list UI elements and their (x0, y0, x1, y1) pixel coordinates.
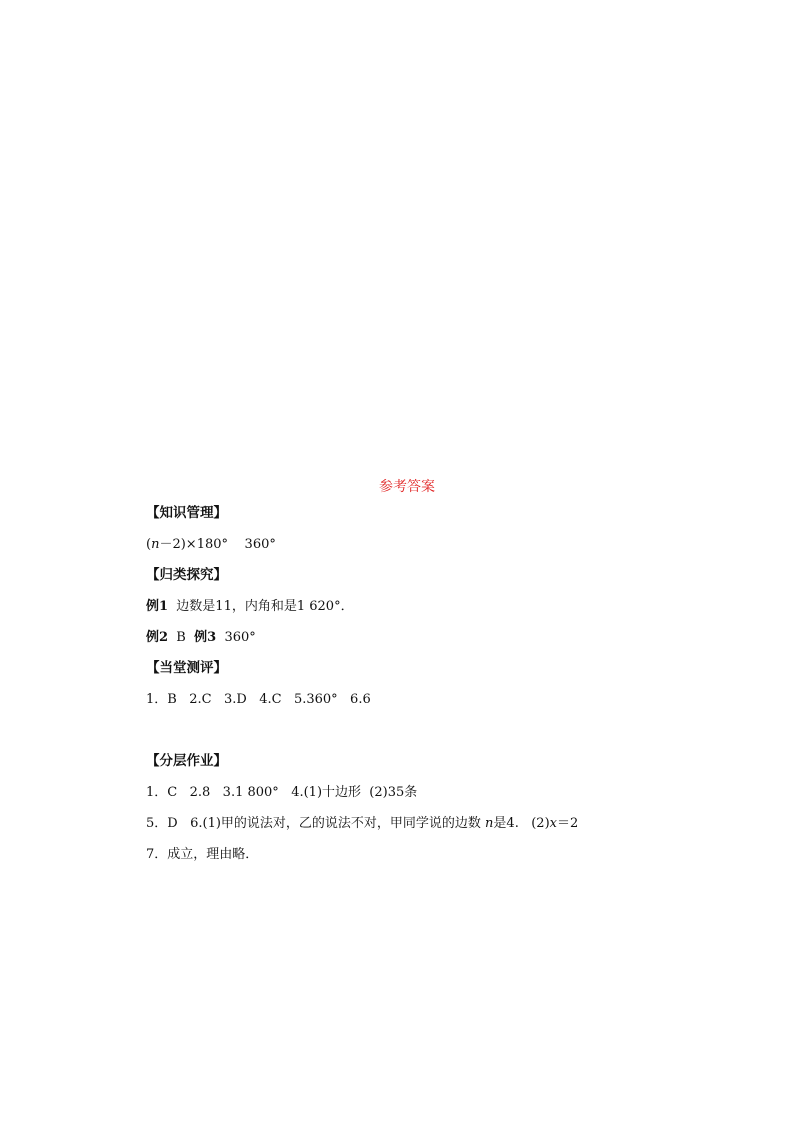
example-2-label: 例2 (146, 630, 169, 645)
example-1-answer (146, 591, 666, 622)
homework-text-b: 是4. (2) (493, 816, 550, 831)
answer-title: 参考答案 (379, 479, 435, 495)
variable-x: x (549, 816, 557, 831)
explore-heading: 【归类探究】 (146, 567, 227, 583)
open-paren: ( (146, 537, 152, 552)
spacer (146, 715, 666, 746)
knowledge-answer (146, 529, 666, 560)
formula-text: －2)×180° (159, 537, 229, 552)
homework-answers-3: 7．成立，理由略． (146, 847, 259, 862)
example-1-text: 边数是11，内角和是1 620°． (168, 599, 354, 614)
answer-section (146, 476, 666, 870)
example-3-label: 例3 (194, 630, 217, 645)
homework-heading: 【分层作业】 (146, 753, 227, 769)
homework-answers-1: 1．C 2.8 3.1 800° 4.(1)十边形 (2)35条 (146, 785, 418, 800)
homework-text-c: ＝2 (556, 816, 579, 831)
example-2-text: B (168, 630, 195, 645)
homework-answers-2 (146, 808, 666, 839)
variable-n: n (151, 537, 160, 552)
classroom-answers: 1．B 2.C 3.D 4.C 5.360° 6.6 (146, 692, 371, 707)
knowledge-heading: 【知识管理】 (146, 505, 227, 521)
homework-text-a: 5．D 6.(1)甲的说法对，乙的说法不对，甲同学说的边数 (146, 816, 486, 831)
classroom-heading: 【当堂测评】 (146, 660, 227, 676)
example-3-text: 360° (216, 630, 256, 645)
example-2-3-answer (146, 622, 666, 653)
exterior-angle-text: 360° (228, 537, 276, 552)
variable-n: n (485, 816, 494, 831)
example-1-label: 例1 (146, 599, 169, 614)
